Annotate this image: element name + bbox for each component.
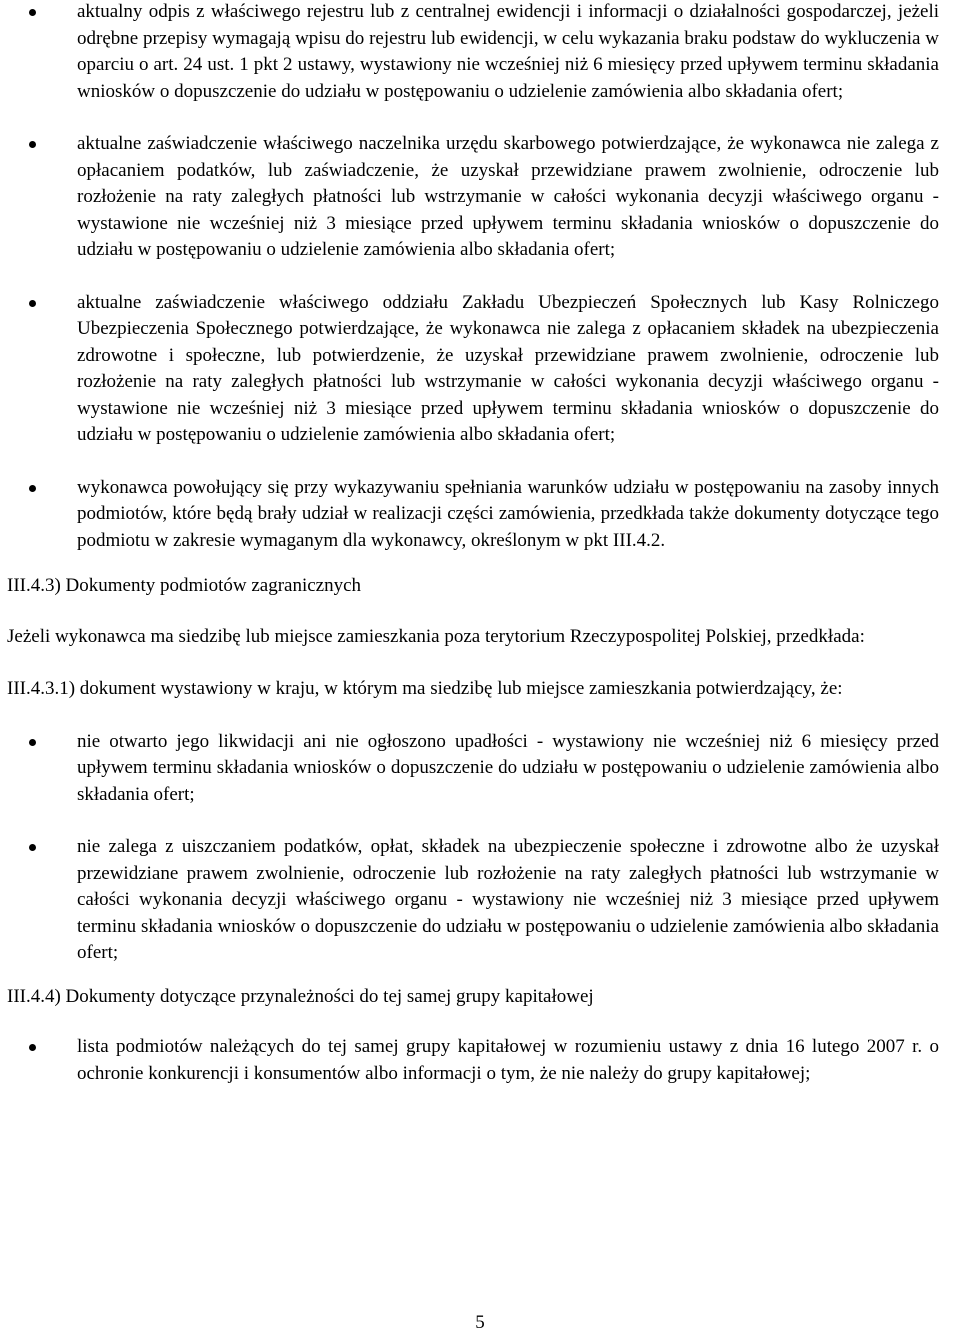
list-item: lista podmiotów należących do tej samej grupy kapitałowej w rozumieniu ustawy z dnia 16 lutego 2007 r. o ochronie konkurencji i konsumentów albo informacji o tym, że nie należy do grupy kapitałowej; <box>7 1034 939 1087</box>
requirements-list-1 <box>7 0 939 554</box>
document-page <box>7 0 939 1087</box>
list-item: wykonawca powołujący się przy wykazywaniu spełniania warunków udziału w postępowaniu na zasoby innych podmiotów, które będą brały udział w realizacji części zamówienia, przedkłada także dokumenty dotyczące tego podmiotu w zakresie wymaganym dla wykonawcy, określonym w pkt III.4.2. <box>7 475 939 555</box>
list-item: nie otwarto jego likwidacji ani nie ogłoszono upadłości - wystawiony nie wcześniej niż 6 miesięcy przed upływem terminu składania wniosków o dopuszczenie do udziału w postępowaniu o udzielenie zamówienia albo składania ofert; <box>7 729 939 809</box>
list-item: aktualne zaświadczenie właściwego naczelnika urzędu skarbowego potwierdzające, że wykonawca nie zalega z opłacaniem podatków, lub zaświadczenie, że uzyskał przewidziane prawem zwolnienie, odroczenie lub rozłożenie na raty zaległych płatności lub wstrzymanie w całości wykonania decyzji właściwego organu - wystawione nie wcześniej niż 3 miesiące przed upływem terminu składania wniosków o dopuszczenie do udziału w postępowaniu o udzielenie zamówienia albo składania ofert; <box>7 131 939 264</box>
paragraph: Jeżeli wykonawca ma siedzibę lub miejsce zamieszkania poza terytorium Rzeczypospolitej Polskiej, przedkłada: <box>7 625 865 647</box>
page-number: 5 <box>475 1312 485 1333</box>
requirements-list-2 <box>7 729 939 967</box>
list-item: aktualny odpis z właściwego rejestru lub z centralnej ewidencji i informacji o działalności gospodarczej, jeżeli odrębne przepisy wymagają wpisu do rejestru lub ewidencji, w celu wykazania braku podstaw do wykluczenia w oparciu o art. 24 ust. 1 pkt 2 ustawy, wystawiony nie wcześniej niż 6 miesięcy przed upływem terminu składania wniosków o dopuszczenie do udziału w postępowaniu o udzielenie zamówienia albo składania ofert; <box>7 0 939 105</box>
list-item: aktualne zaświadczenie właściwego oddziału Zakładu Ubezpieczeń Społecznych lub Kasy Rolniczego Ubezpieczenia Społecznego potwierdzające, że wykonawca nie zalega z opłacaniem składek na ubezpieczenia zdrowotne i społeczne, lub potwierdzenie, że uzyskał przewidziane prawem zwolnienie, odroczenie lub rozłożenie na raty zaległych płatności lub wstrzymanie w całości wykonania decyzji właściwego organu - wystawione nie wcześniej niż 3 miesiące przed upływem terminu składania wniosków o dopuszczenie do udziału w postępowaniu o udzielenie zamówienia albo składania ofert; <box>7 290 939 449</box>
requirements-list-3 <box>7 1034 939 1087</box>
section-heading: III.4.3) Dokumenty podmiotów zagranicznych <box>7 575 362 596</box>
list-item: nie zalega z uiszczaniem podatków, opłat, składek na ubezpieczenie społeczne i zdrowotne albo że uzyskał przewidziane prawem zwolnienie, odroczenie lub rozłożenie na raty zaległych płatności lub wstrzymanie w całości wykonania decyzji właściwego organu - wystawiony nie wcześniej niż 3 miesiące przed upływem terminu składania wniosków o dopuszczenie do udziału w postępowaniu o udzielenie zamówienia albo składania ofert; <box>7 834 939 967</box>
paragraph: III.4.3.1) dokument wystawiony w kraju, w którym ma siedzibę lub miejsce zamieszkania potwierdzający, że: <box>7 678 843 699</box>
section-heading: III.4.4) Dokumenty dotyczące przynależności do tej samej grupy kapitałowej <box>7 985 594 1007</box>
